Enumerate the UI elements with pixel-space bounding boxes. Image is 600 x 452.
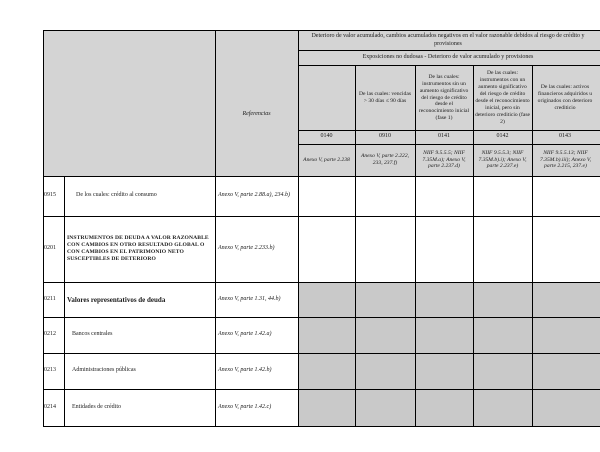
row-ref-0212: Anexo V, parte 1.42.a) [218,331,272,338]
row-ref-0211: Anexo V, parte 1.31, 44.b) [218,296,281,303]
grid-line [298,50,600,51]
col-0142-title: De las cuales: instrumentos con un aumento significativo del riesgo de crédito desde el reconocimiento inicial, pero sin deterioro crediticio (fase 2) [475,70,530,125]
grid-line [43,353,600,354]
col-ref-0143: NIIF 9.5.5.13; NIIF 7.35M.b).iii); Anexo V, parte 2.215, 237.e) [539,149,592,170]
col-ref-0142: NIIF 9.5.5.3; NIIF 7.35M.b).i); Anexo V, parte 2.237.e) [478,149,527,170]
row-code-0201: 0201 [44,245,56,252]
row-label-0201: INSTRUMENTOS DE DEUDA A VALOR RAZONABLE CON CAMBIOS EN OTRO RESULTADO GLOBAL O CON CAMBIOS EN EL PATRIMONIO NETO SUSCEPTIBLES DE DETERIORO [67,235,209,262]
col-0143-title: De las cuales: activos financieros adquiridos u originados con deterioro crediticio [537,84,593,111]
grid-line [43,216,600,217]
col-0910-title: De las cuales: vencidas > 30 días ≤ 90 días [358,91,412,104]
grid-line [43,426,600,427]
col-code-0143: 0143 [559,133,571,140]
grid-line [298,144,600,145]
row-ref-0213: Anexo V, parte 1.42.b) [218,367,272,374]
row-code-0213: 0213 [44,367,56,374]
grid-line [473,65,474,426]
col-code-0142: 0142 [496,133,509,140]
grid-line [532,65,533,426]
referencias-label: Referencias [242,111,271,118]
grid-line [43,176,600,177]
grid-line [355,65,356,426]
row-label-0214: Entidades de crédito [72,403,121,410]
row-code-0214: 0214 [44,403,56,410]
row-label-0211: Valores representativos de deuda [67,295,166,304]
grid-line [415,65,416,426]
col-code-0141: 0141 [438,133,450,140]
row-label-0213: Administraciones públicas [72,367,136,374]
grid-line [43,30,44,426]
row-ref-0915: Anexo V, parte 2.88.a), 234.b) [218,192,291,199]
grid-line [43,317,600,318]
col-code-0140: 0140 [320,133,333,140]
grid-line [298,30,299,426]
row-code-0211: 0211 [44,296,56,303]
shaded-value-area [298,283,600,427]
grid-line [298,130,600,131]
col-ref-0141: NIIF 9.5.5.5; NIIF 7.35M.a); Anexo V, parte 2.237.d) [422,149,466,170]
col-0141-title: De las cuales: instrumentos sin un aumento significativo del riesgo de crédito desde el reconocimiento inicial (fase 1) [418,73,470,122]
grid-line [64,176,65,426]
col-ref-0910: Anexo V, parte 2.222, 233, 237.f) [360,153,410,166]
grid-line [43,30,600,31]
row-label-0212: Bancos centrales [72,331,113,338]
grid-line [43,389,600,390]
group-title: Deterioro de valor acumulado, cambios acumulados negativos en el valor razonable debidos al riesgo de crédito y provisiones [311,33,585,47]
row-code-0212: 0212 [44,331,56,338]
grid-line [298,65,600,66]
exposiciones-label: Exposiciones no dudosas - Deterioro de valor acumulado y provisiones [362,54,534,61]
row-code-0915: 0915 [44,192,56,199]
row-ref-0214: Anexo V, parte 1.42.c) [218,403,272,410]
col-code-0910: 0910 [379,133,391,140]
grid-line [215,30,216,426]
row-label-0915: De los cuales: crédito al consumo [76,192,157,199]
row-ref-0201: Anexo V, parte 2.233.b) [218,245,275,252]
col-ref-0140: Anexo V, parte 2.238 [303,156,350,163]
header-blank-cell [43,30,215,176]
grid-line [43,282,600,283]
